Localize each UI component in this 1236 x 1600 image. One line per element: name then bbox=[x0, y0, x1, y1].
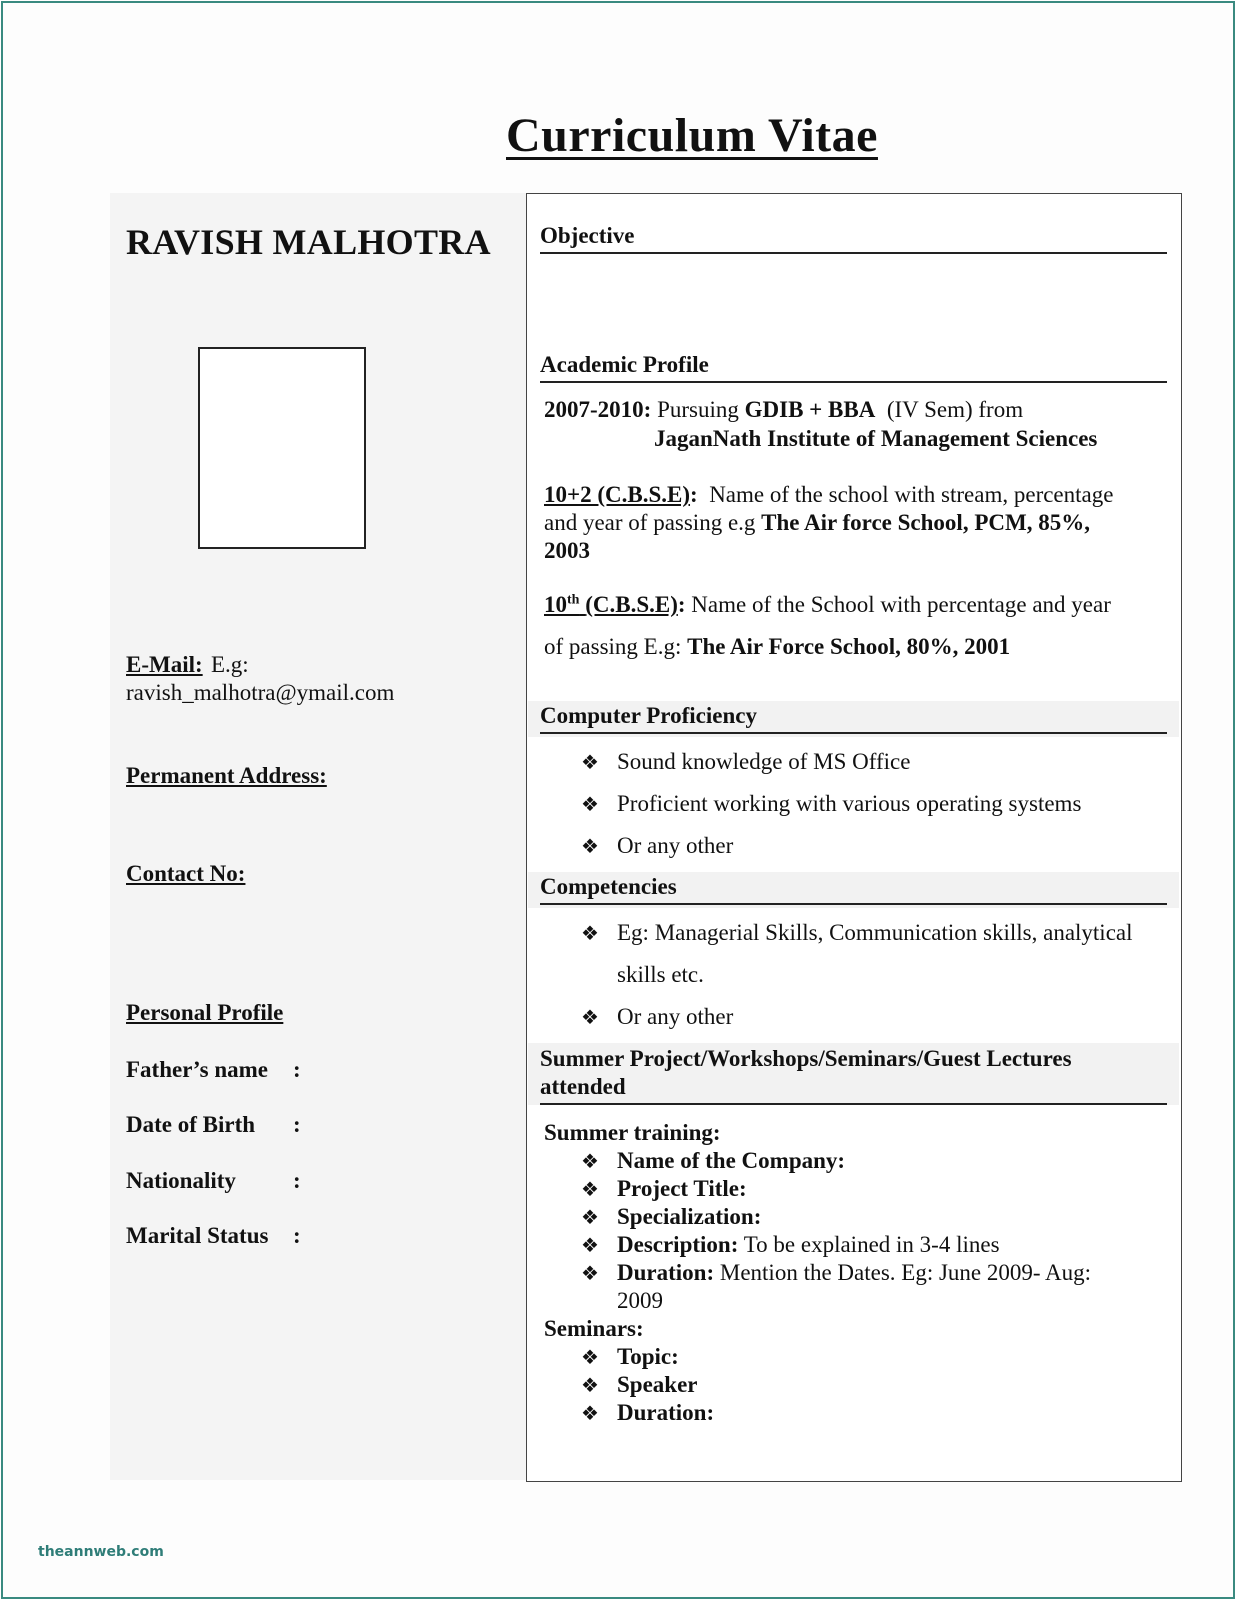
field-marital-status bbox=[126, 1223, 301, 1249]
competency-item: ❖ Eg: Managerial Skills, Communication skills, analytical bbox=[581, 920, 1133, 945]
computer-item: ❖ Or any other bbox=[581, 833, 734, 858]
grad-years: 2007-2010: bbox=[544, 397, 652, 422]
diamond-bullet-icon: ❖ bbox=[581, 1179, 599, 1201]
field-fathers-name bbox=[126, 1057, 301, 1083]
field-label: Father’s name bbox=[126, 1057, 268, 1082]
summer-item: ❖ Project Title: bbox=[581, 1176, 747, 1201]
competency-item: ❖ Or any other bbox=[581, 1004, 734, 1029]
diamond-bullet-icon: ❖ bbox=[581, 836, 599, 858]
email-prefix: E.g: bbox=[211, 652, 249, 677]
computer-item: ❖ Proficient working with various operating systems bbox=[581, 791, 1082, 816]
seminar-item: ❖ Duration: bbox=[581, 1400, 715, 1425]
academic-tenth-line-1: 10th (C.B.S.E): Name of the School with percentage and year bbox=[544, 592, 1111, 617]
field-colon: : bbox=[293, 1057, 301, 1082]
academic-tenth-line-2 bbox=[544, 634, 1010, 660]
diamond-bullet-icon: ❖ bbox=[581, 1263, 599, 1285]
seminar-item: ❖ Speaker bbox=[581, 1372, 698, 1397]
field-label: Nationality bbox=[126, 1168, 236, 1193]
diamond-bullet-icon: ❖ bbox=[581, 1347, 599, 1369]
grad-course: GDIB + BBA bbox=[744, 397, 876, 422]
footer-watermark: theannweb.com bbox=[38, 1544, 164, 1560]
summer-item: ❖ Description: To be explained in 3-4 lines bbox=[581, 1232, 1000, 1257]
summer-item: ❖ Duration: Mention the Dates. Eg: June 2009- Aug: bbox=[581, 1260, 1092, 1285]
diamond-bullet-icon: ❖ bbox=[581, 1375, 599, 1397]
summer-item: ❖ Specialization: bbox=[581, 1204, 762, 1229]
field-nationality bbox=[126, 1168, 301, 1194]
summer-item: ❖ Name of the Company: bbox=[581, 1148, 846, 1173]
computer-item: ❖ Sound knowledge of MS Office bbox=[581, 749, 911, 774]
tenth-sup: th bbox=[567, 592, 580, 608]
tenth-num: 10 bbox=[544, 592, 567, 617]
field-label: Date of Birth bbox=[126, 1112, 256, 1137]
academic-twelfth-line-1: 10+2 (C.B.S.E): Name of the school with stream, percentage bbox=[544, 482, 1114, 507]
field-colon: : bbox=[293, 1223, 301, 1248]
photo-placeholder bbox=[198, 347, 366, 549]
tenth-example: The Air Force School, 80%, 2001 bbox=[687, 634, 1011, 659]
personal-profile-heading: Personal Profile bbox=[126, 1000, 284, 1025]
diamond-bullet-icon: ❖ bbox=[581, 923, 599, 945]
diamond-bullet-icon: ❖ bbox=[581, 794, 599, 816]
diamond-bullet-icon: ❖ bbox=[581, 752, 599, 774]
summer-training-heading: Summer training: bbox=[544, 1120, 721, 1145]
diamond-bullet-icon: ❖ bbox=[581, 1007, 599, 1029]
tenth-text-2: of passing E.g: bbox=[544, 634, 682, 659]
field-date-of-birth bbox=[126, 1112, 301, 1138]
academic-twelfth-line-2 bbox=[544, 510, 1090, 536]
candidate-name: RAVISH MALHOTRA bbox=[126, 222, 491, 262]
twelfth-text-2: and year of passing e.g bbox=[544, 510, 756, 535]
grad-pursuing: Pursuing bbox=[657, 397, 739, 422]
section-computer-proficiency: Computer Proficiency bbox=[540, 703, 1167, 734]
twelfth-text-1: Name of the school with stream, percentage bbox=[709, 482, 1114, 507]
tenth-text-1: Name of the School with percentage and year bbox=[691, 592, 1111, 617]
tenth-label: (C.B.S.E) bbox=[585, 592, 678, 617]
email-label: E-Mail: bbox=[126, 652, 203, 677]
page-title: Curriculum Vitae bbox=[506, 109, 878, 162]
academic-graduation-line bbox=[544, 397, 1023, 423]
field-colon: : bbox=[293, 1168, 301, 1193]
twelfth-example: The Air force School, PCM, 85%, bbox=[761, 510, 1090, 535]
permanent-address-label: Permanent Address: bbox=[126, 763, 327, 788]
diamond-bullet-icon: ❖ bbox=[581, 1403, 599, 1425]
section-competencies: Competencies bbox=[540, 874, 1167, 905]
twelfth-label: 10+2 (C.B.S.E) bbox=[544, 482, 691, 507]
grad-sem: (IV Sem) from bbox=[886, 397, 1024, 422]
field-label: Marital Status bbox=[126, 1223, 269, 1248]
grad-institute bbox=[654, 426, 1097, 452]
email-value: ravish_malhotra@ymail.com bbox=[126, 680, 395, 705]
competency-item-continued: skills etc. bbox=[617, 962, 704, 987]
summer-item-continued: 2009 bbox=[617, 1288, 663, 1313]
academic-twelfth-line-3 bbox=[544, 538, 590, 564]
seminars-heading: Seminars: bbox=[544, 1316, 644, 1341]
section-objective: Objective bbox=[540, 223, 1167, 254]
twelfth-year: 2003 bbox=[544, 538, 590, 563]
diamond-bullet-icon: ❖ bbox=[581, 1151, 599, 1173]
seminar-item: ❖ Topic: bbox=[581, 1344, 679, 1369]
summer-section-rule bbox=[540, 1103, 1167, 1105]
contact-number-label: Contact No: bbox=[126, 861, 246, 886]
section-academic-profile: Academic Profile bbox=[540, 352, 1167, 383]
section-summer-project: Summer Project/Workshops/Seminars/Guest Lectures attended bbox=[540, 1046, 1072, 1099]
field-colon: : bbox=[293, 1112, 301, 1137]
diamond-bullet-icon: ❖ bbox=[581, 1235, 599, 1257]
diamond-bullet-icon: ❖ bbox=[581, 1207, 599, 1229]
grad-institute-name: JaganNath Institute of Management Sciences bbox=[654, 426, 1098, 451]
